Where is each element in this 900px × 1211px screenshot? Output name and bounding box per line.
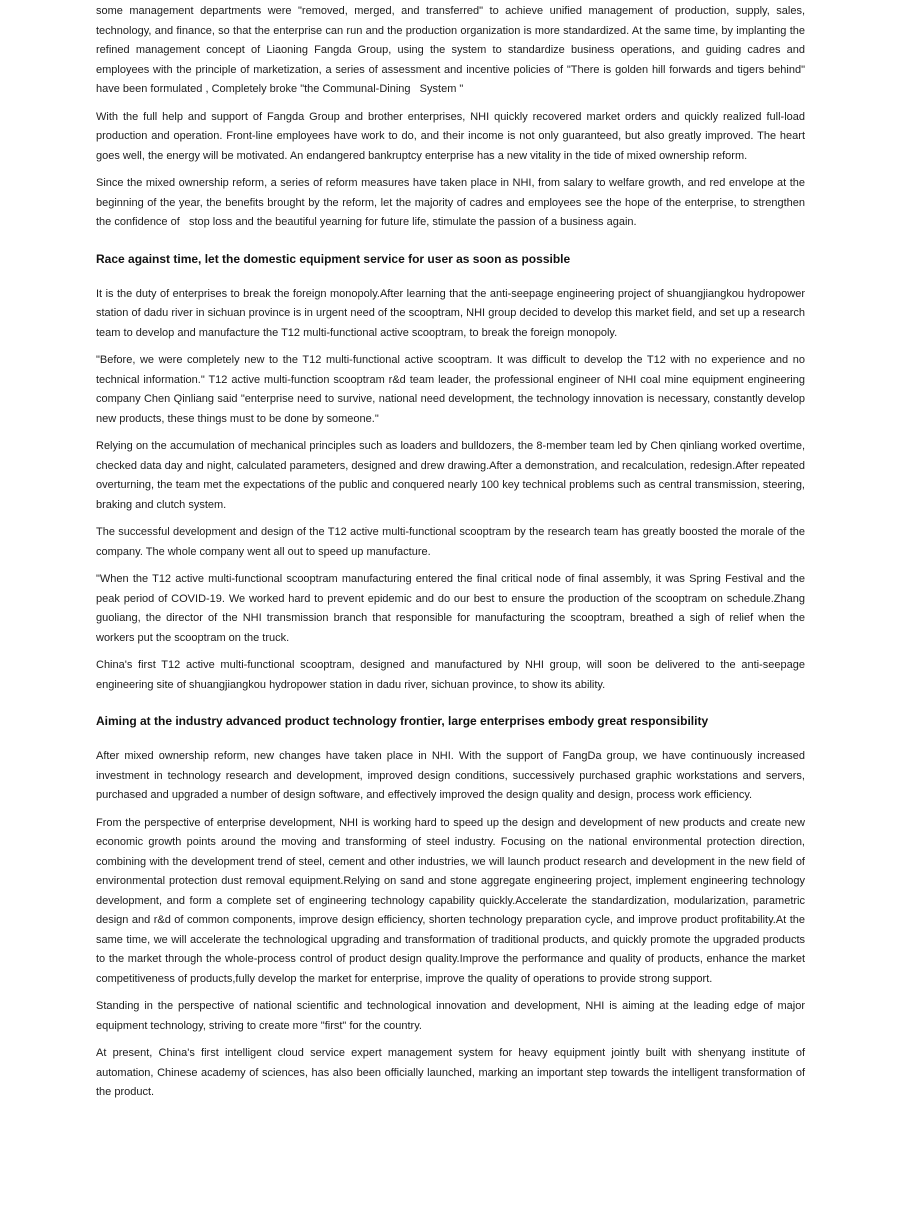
paragraph: China's first T12 active multi-functional scooptram, designed and manufactured by NHI group, will soon be delivered to the anti-seepage engineering site of shuangjiangkou hydropower station in dadu river, sichuan province, to show its ability.	[96, 659, 805, 691]
paragraph: Relying on the accumulation of mechanical principles such as loaders and bulldozers, the 8-member team led by Chen qinliang worked overtime, checked data day and night, calculated parameters, designed and drew drawing.After a demonstration, and recalculation, redesign.After repeated overturning, the team met the expectations of the public and conquered nearly 100 key technical problems such as central transmission, steering, braking and clutch system.	[96, 440, 805, 511]
paragraph: The successful development and design of the T12 active multi-functional scooptram by the research team has greatly boosted the morale of the company. The whole company went all out to speed up manufacture.	[96, 526, 805, 558]
paragraph: After mixed ownership reform, new changes have taken place in NHI. With the support of FangDa group, we have continuously increased investment in technology research and development, improved design conditions, successively purchased graphic workstations and servers, purchased and upgraded a number of design software, and effectively improved the design quality and design, process work efficiency.	[96, 750, 805, 801]
paragraph: With the full help and support of Fangda Group and brother enterprises, NHI quickly recovered market orders and quickly realized full-load production and operation. Front-line employees have work to do, and their income is not only guaranteed, but also greatly improved. The heart goes well, the energy will be motivated. An endangered bankruptcy enterprise has a new vitality in the tide of mixed ownership reform.	[96, 110, 805, 162]
section-heading-aiming-at-industry-frontier: Aiming at the industry advanced product technology frontier, large enterprises embody great responsibility	[96, 714, 709, 728]
paragraph: "When the T12 active multi-functional scooptram manufacturing entered the final critical node of final assembly, it was Spring Festival and the peak period of COVID-19. We worked hard to prevent epidemic and do our best to ensure the production of the scooptram on schedule.Zhang guoliang, the director of the NHI transmission branch that responsible for manufacturing the scooptram, breathed a sigh of relief when the workers put the scooptram on the truck.	[96, 573, 805, 644]
paragraph: Standing in the perspective of national scientific and technological innovation and development, NHI is aiming at the leading edge of major equipment technology, striving to create more "first" for the country.	[96, 1000, 805, 1032]
paragraph: It is the duty of enterprises to break the foreign monopoly.After learning that the anti-seepage engineering project of shuangjiangkou hydropower station of dadu river in sichuan province is in urgent need of the scooptram, NHI group decided to develop this market field, and set up a research team to develop and manufacture the T12 multi-functional active scooptram, to break the foreign monopoly.	[96, 287, 805, 339]
paragraph-continued-from-previous-page: some management departments were "removed, merged, and transferred" to achieve unified management of production, supply, sales, technology, and finance, so that the enterprise can run and the production organization is more standardized. At the same time, by implanting the refined management concept of Liaoning Fangda Group, using the system to standardize business operations, and guiding cadres and employees with the principle of marketization, a series of assessment and incentive policies of "There is golden hill forwards and tigers behind" have been formulated , Completely broke "the Communal-Dining System "	[96, 5, 805, 95]
paragraph: At present, China's first intelligent cloud service expert management system for heavy equipment jointly built with shenyang institute of automation, Chinese academy of sciences, has also been officially launched, marking an important step towards the intelligent transformation of the product.	[96, 1047, 805, 1098]
section-heading-race-against-time: Race against time, let the domestic equipment service for user as soon as possible	[96, 251, 571, 266]
paragraph: Since the mixed ownership reform, a series of reform measures have taken place in NHI, from salary to welfare growth, and red envelope at the beginning of the year, the benefits brought by the reform, let the majority of cadres and employees see the hope of the enterprise, to strengthen the confidence of stop loss and the beautiful yearning for future life, stimulate the passion of a business again.	[96, 177, 805, 228]
paragraph: "Before, we were completely new to the T12 multi-functional active scooptram. It was difficult to develop the T12 with no experience and no technical information." T12 active multi-function scooptram r&d team leader, the professional engineer of NHI coal mine equipment engineering company Chen Qinliang said "enterprise need to survive, national need development, the technology innovation is necessary, constantly develop new products, these things must to be done by someone."	[96, 354, 805, 425]
paragraph: From the perspective of enterprise development, NHI is working hard to speed up the design and development of new products and create new economic growth points around the moving and transforming of steel industry. Focusing on the national environmental protection direction, combining with the development trend of steel, cement and other industries, we will launch product research and development in the new field of environmental protection dust removal equipment.Relying on sand and stone aggregate engineering project, implement engineering technology development, and form a complete set of engineering technology capability quickly.Accelerate the standardization, modularization, parametric design and r&d of common components, improve design efficiency, shorten technology preparation cycle, and improve product profitability.At the same time, we will accelerate the technological upgrading and transformation of traditional products, and quickly promote the upgraded products to the market through the whole-process control of product design quality.Improve the performance and quality of products, enhance the market competitiveness of products,fully develop the market for enterprise, improve the quality of operations to provide strong support.	[96, 816, 805, 985]
